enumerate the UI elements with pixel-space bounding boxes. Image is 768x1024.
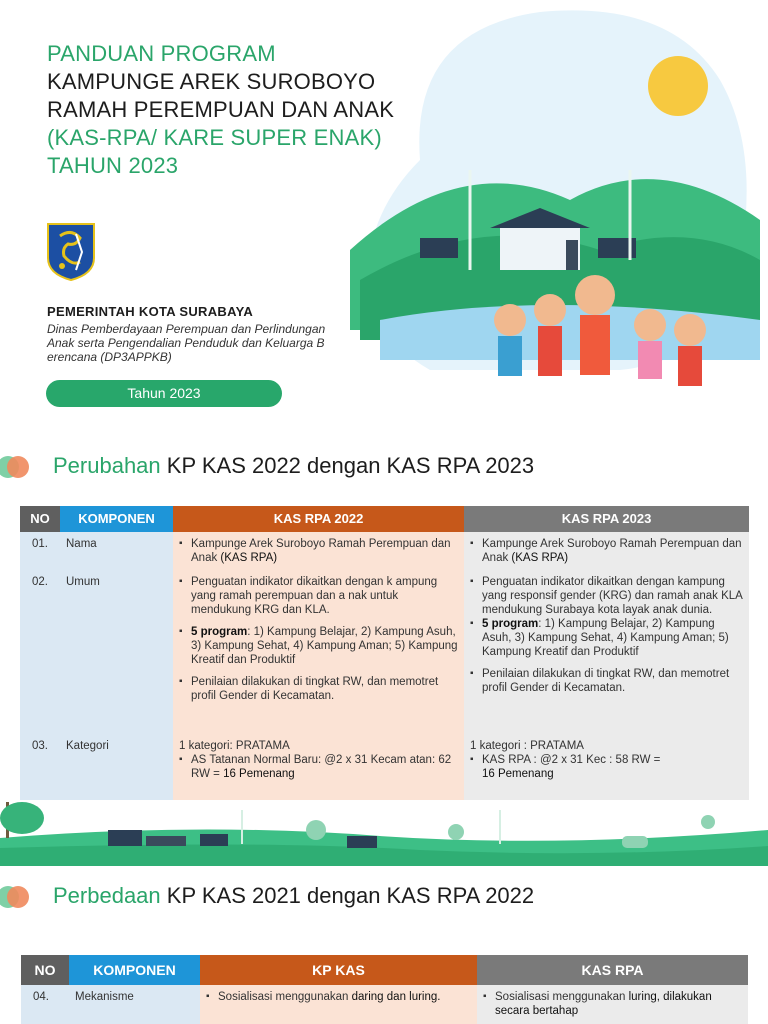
landscape-strip-illustration (0, 792, 768, 866)
office-name (47, 322, 387, 364)
header-komponen: KOMPONEN (69, 955, 200, 985)
header-no: NO (20, 506, 60, 532)
title-line-1: PANDUAN PROGRAM (47, 41, 276, 66)
table-row (20, 570, 749, 734)
table-header-row (20, 506, 749, 532)
title-line-4: (KAS-RPA/ KARE SUPER ENAK) (47, 125, 382, 150)
cell-no: 03. (20, 734, 60, 800)
table-row (20, 532, 749, 570)
cell-no: 01. (20, 532, 60, 570)
cell-kp-kas: ▪ Sosialisasi menggunakan daring dan luring. (200, 985, 477, 1024)
section-2-title: Perbedaan KP KAS 2021 dengan KAS RPA 2022 (53, 883, 535, 908)
cell-kas-rpa: ▪ Sosialisasi menggunakan luring, dilakukan secara bertahap (477, 985, 748, 1024)
table-header-row (21, 955, 748, 985)
cell-kas-2022: ▪ Penguatan indikator dikaitkan dengan k ampung yang ramah perempuan dan a nak untuk mendukung KRG dan KLA. ▪ 5 program: 1) Kampung Belajar, 2) Kampung Asuh, 3) Kampung Sehat, 4) Kampung Aman; 5) Kampung Kreatif dan Produktif ▪ Penilaian dilakukan di tingkat RW, dan memotret profil Gender di Kecamatan. (173, 570, 464, 734)
office-line-1: Dinas Pemberdayaan Perempuan dan Perlindungan (47, 322, 326, 336)
cell-kas-2023: 1 kategori : PRATAMA ▪ KAS RPA : @2 x 31 Kec : 58 RW = 16 Pemenang (464, 734, 749, 800)
header-kp-kas: KP KAS (200, 955, 477, 985)
header-kas-rpa-2023: KAS RPA 2023 (464, 506, 749, 532)
header-kas-rpa: KAS RPA (477, 955, 748, 985)
bullet-circles-icon (0, 884, 30, 910)
cell-komponen: Mekanisme (69, 985, 200, 1024)
header-komponen: KOMPONEN (60, 506, 173, 532)
bullet-circles-icon (0, 454, 30, 480)
section-2-heading (0, 878, 768, 918)
comparison-table-2021-2022 (21, 955, 748, 1024)
cell-kas-2022: 1 kategori: PRATAMA ▪ AS Tatanan Normal Baru: @2 x 31 Kecam atan: 62 RW = 16 Pemenang (173, 734, 464, 800)
cell-no: 02. (20, 570, 60, 734)
government-info (47, 304, 387, 364)
header-kas-rpa-2022: KAS RPA 2022 (173, 506, 464, 532)
table-row (21, 985, 748, 1024)
cell-komponen: Kategori (60, 734, 173, 800)
section-1-heading (0, 448, 768, 488)
cell-komponen: Umum (60, 570, 173, 734)
title-line-3: RAMAH PEREMPUAN DAN ANAK (47, 97, 395, 122)
cell-kas-2023: ▪ Kampunge Arek Suroboyo Ramah Perempuan dan Anak (KAS RPA) (464, 532, 749, 570)
year-pill: Tahun 2023 (46, 380, 282, 407)
office-line-2: Anak serta Pengendalian Penduduk dan Keluarga B (47, 336, 325, 350)
cell-kas-2023: ▪ Penguatan indikator dikaitkan dengan kampung yang responsif gender (KRG) dan ramah anak KLA mendukung Surabaya kota layak anak dunia. ▪ 5 program: 1) Kampung Belajar, 2) Kampung Asuh, 3) Kampung Sehat, 4) Kampung Aman; 5) Kampung Kreatif dan Produktif ▪ Penilaian dilakukan di tingkat RW, dan memotret profil Gender di Kecamatan. (464, 570, 749, 734)
office-line-3: erencana (DP3APPKB) (47, 350, 172, 364)
cell-komponen: Nama (60, 532, 173, 570)
title-line-5: TAHUN 2023 (47, 153, 179, 178)
surabaya-crest-logo (46, 222, 96, 282)
government-name: PEMERINTAH KOTA SURABAYA (47, 304, 254, 319)
cell-no: 04. (21, 985, 69, 1024)
comparison-table-2022-2023 (20, 506, 749, 800)
table-row (20, 734, 749, 800)
title-line-2: KAMPUNGE AREK SUROBOYO (47, 69, 376, 94)
village-family-illustration (340, 0, 768, 415)
section-1-title: Perubahan KP KAS 2022 dengan KAS RPA 2023 (53, 453, 535, 478)
header-no: NO (21, 955, 69, 985)
cell-kas-2022: ▪ Kampunge Arek Suroboyo Ramah Perempuan dan Anak (KAS RPA) (173, 532, 464, 570)
